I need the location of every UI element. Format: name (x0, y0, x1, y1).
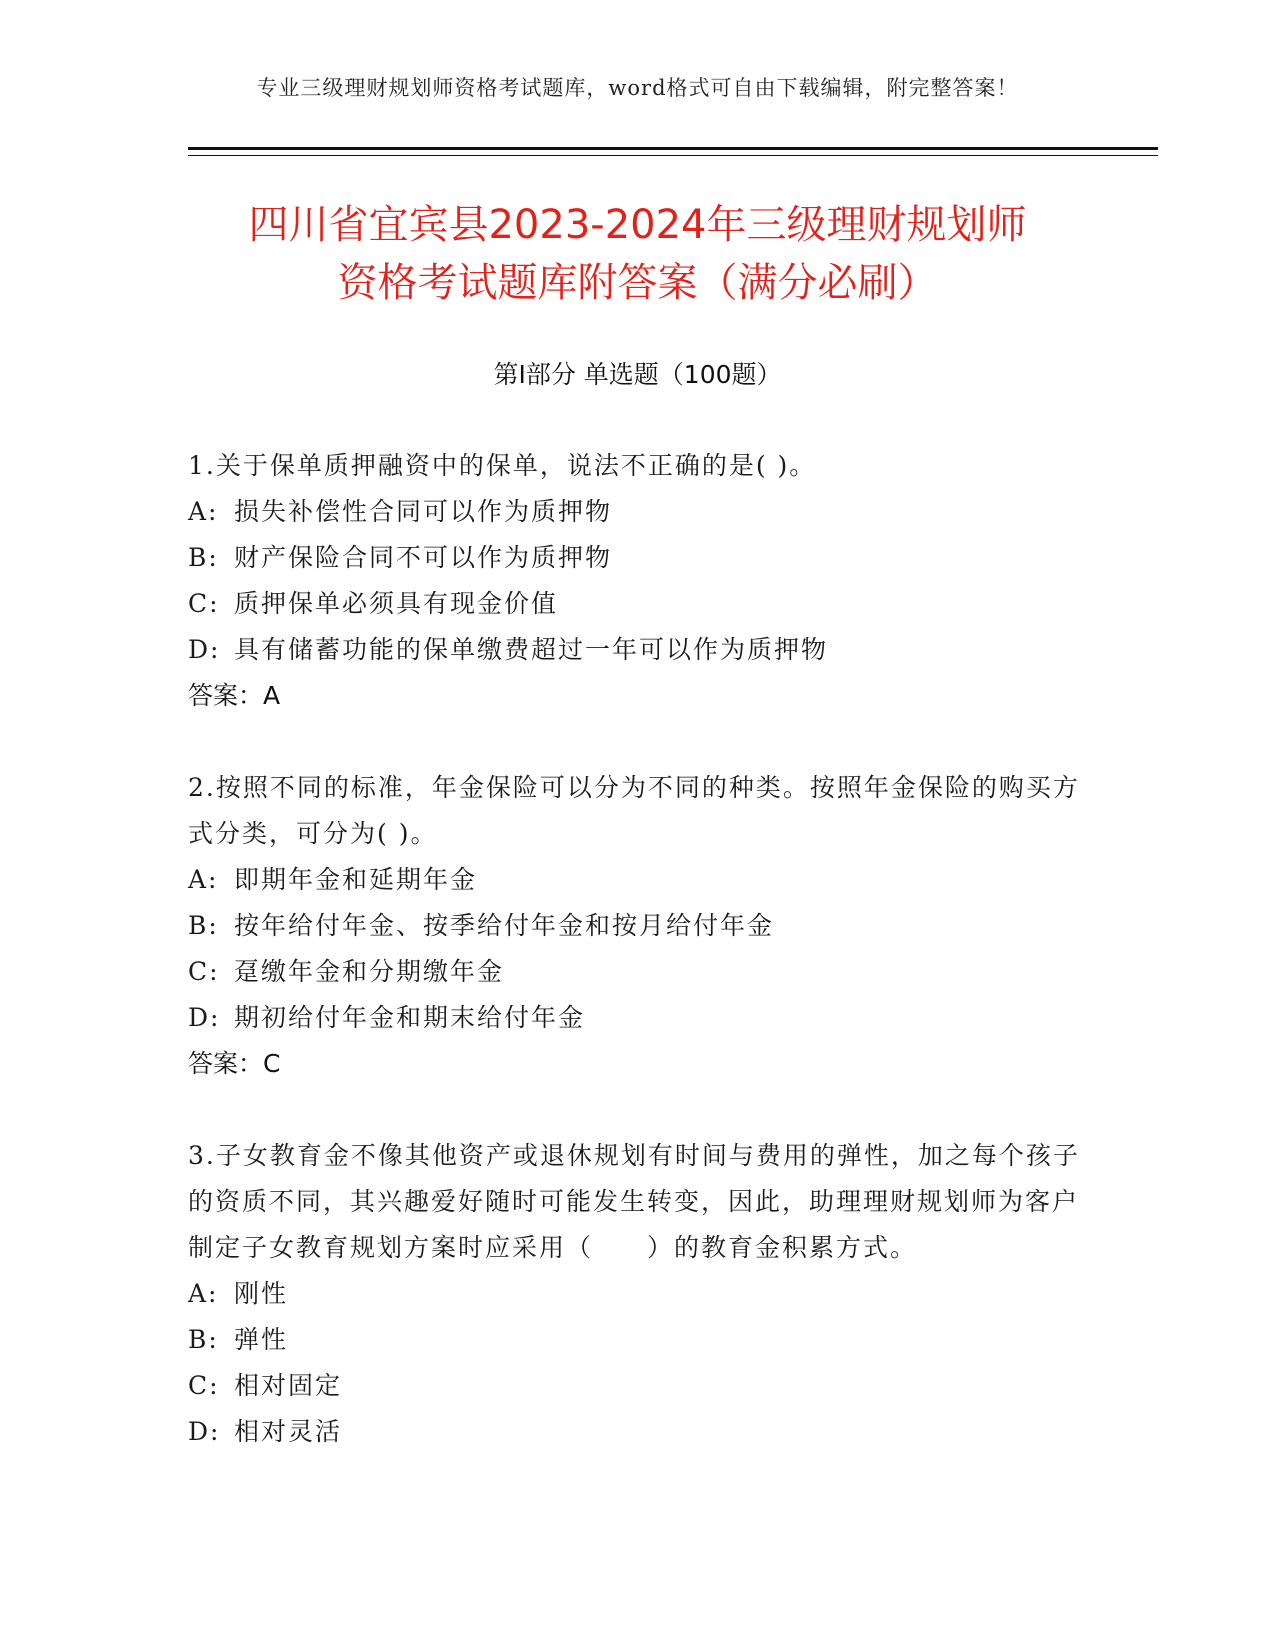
question-2 (188, 765, 1088, 1087)
option-c (188, 1363, 1088, 1409)
option-b (188, 1317, 1088, 1363)
option-key: D: (188, 635, 221, 664)
page-header-note: 专业三级理财规划师资格考试题库，word格式可自由下载编辑，附完整答案！ (256, 76, 1019, 100)
question-stem: 1.关于保单质押融资中的保单，说法不正确的是( )。 (188, 451, 817, 480)
option-key: A: (188, 865, 219, 894)
option-text: 期初给付年金和期末给付年金 (234, 1003, 586, 1032)
option-key: C: (188, 957, 220, 986)
option-a (188, 489, 1088, 535)
option-d (188, 1409, 1088, 1455)
option-key: B: (188, 911, 219, 940)
section-heading: 第Ⅰ部分 单选题（100题） (493, 360, 782, 389)
option-d (188, 995, 1088, 1041)
option-b (188, 903, 1088, 949)
header-rule-thick (188, 147, 1158, 150)
option-text: 趸缴年金和分期缴年金 (234, 957, 505, 986)
question-1 (188, 443, 1088, 719)
option-a (188, 857, 1088, 903)
option-key: B: (188, 1325, 219, 1354)
option-text: 具有储蓄功能的保单缴费超过一年可以作为质押物 (234, 635, 829, 664)
question-3 (188, 1133, 1088, 1455)
title-line-1: 四川省宜宾县2023-2024年三级理财规划师 (248, 202, 1027, 248)
option-text: 相对固定 (234, 1371, 343, 1400)
question-stem: 2.按照不同的标准，年金保险可以分为不同的种类。按照年金保险的购买方式分类，可分为( )。 (188, 773, 1080, 848)
option-key: D: (188, 1417, 221, 1446)
option-d (188, 627, 1088, 673)
option-key: A: (188, 497, 219, 526)
option-text: 相对灵活 (234, 1417, 343, 1446)
option-text: 损失补偿性合同可以作为质押物 (234, 497, 613, 526)
option-key: C: (188, 589, 220, 618)
option-key: C: (188, 1371, 220, 1400)
option-text: 弹性 (234, 1325, 289, 1354)
option-text: 刚性 (234, 1279, 289, 1308)
option-c (188, 949, 1088, 995)
option-text: 即期年金和延期年金 (234, 865, 478, 894)
answer-line: 答案：C (188, 1049, 281, 1078)
option-text: 财产保险合同不可以作为质押物 (234, 543, 613, 572)
option-key: B: (188, 543, 219, 572)
answer-line: 答案：A (188, 681, 281, 710)
question-list (188, 443, 1088, 1501)
document-title (150, 196, 1125, 312)
header-rule-thin (188, 155, 1158, 156)
option-text: 质押保单必须具有现金价值 (234, 589, 559, 618)
option-c (188, 581, 1088, 627)
option-b (188, 535, 1088, 581)
option-key: D: (188, 1003, 221, 1032)
option-key: A: (188, 1279, 219, 1308)
title-line-2: 资格考试题库附答案（满分必刷） (337, 260, 938, 306)
option-a (188, 1271, 1088, 1317)
option-text: 按年给付年金、按季给付年金和按月给付年金 (234, 911, 775, 940)
question-stem: 3.子女教育金不像其他资产或退休规划有时间与费用的弹性，加之每个孩子的资质不同，其兴趣爱好随时可能发生转变，因此，助理理财规划师为客户制定子女教育规划方案时应采用（ ）的教育金积累方式。 (188, 1141, 1080, 1262)
